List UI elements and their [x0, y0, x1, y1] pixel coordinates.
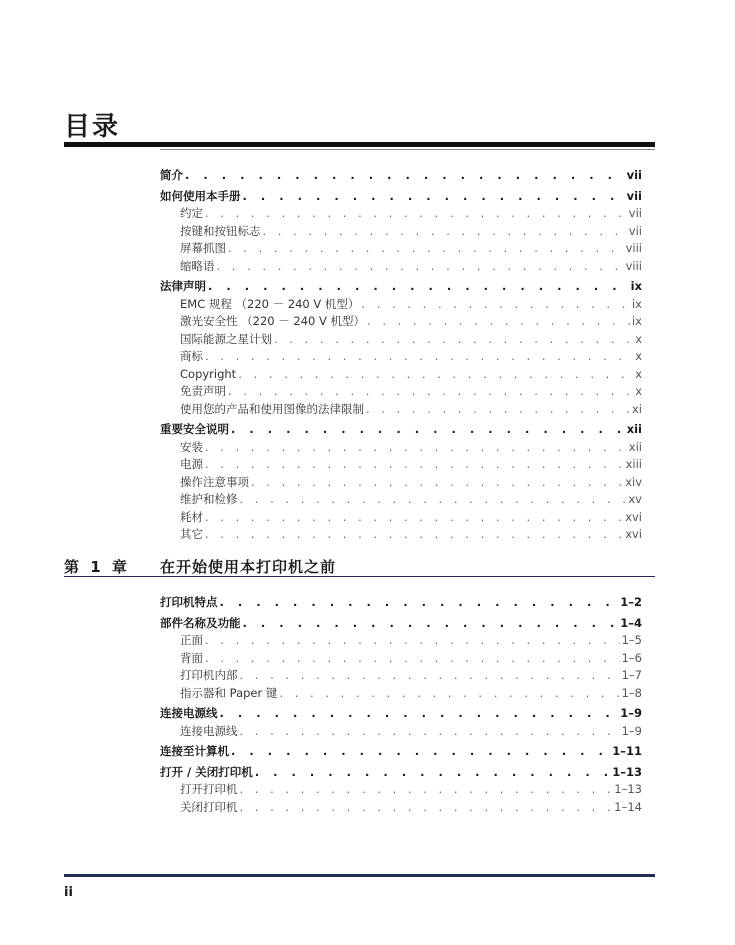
toc-subsection-entry[interactable]	[160, 650, 642, 668]
toc-subsection-entry[interactable]	[160, 223, 642, 241]
toc-entry-label: 正面	[180, 633, 203, 647]
title-subrule	[160, 149, 655, 150]
toc-entry-page: 1–7	[621, 668, 642, 682]
toc-entry-page: ix	[630, 279, 642, 293]
toc-entry-page: xiii	[625, 457, 642, 471]
dot-leader	[279, 685, 619, 703]
toc-subsection-entry[interactable]	[160, 348, 642, 366]
toc-entry-label: 约定	[180, 206, 203, 220]
dot-leader	[205, 205, 627, 223]
toc-entry-label: 简介	[160, 168, 183, 182]
toc-subsection-entry[interactable]	[160, 474, 642, 492]
chapter-heading	[64, 556, 655, 577]
toc-entry-page: vii	[626, 188, 642, 203]
toc-entry-page: x	[635, 331, 642, 346]
dot-leader	[361, 296, 630, 314]
toc-entry-label: 背面	[180, 650, 203, 665]
toc-entry-page: viii	[625, 258, 642, 273]
dot-leader	[220, 705, 619, 723]
toc-entry-label: 连接电源线	[180, 723, 238, 738]
toc-section-entry[interactable]	[160, 421, 642, 439]
toc-subsection-entry[interactable]	[160, 509, 642, 527]
toc-section-entry[interactable]	[160, 743, 642, 761]
toc-entry-label: 安装	[180, 439, 203, 454]
toc-subsection-entry[interactable]	[160, 456, 642, 474]
toc-subsection-entry[interactable]	[160, 667, 642, 685]
toc-subsection-entry[interactable]	[160, 205, 642, 223]
toc-entry-label: 打印机特点	[160, 595, 218, 609]
toc-entry-page: 1–14	[614, 799, 642, 814]
dot-leader	[231, 743, 610, 761]
toc-entry-label: 耗材	[180, 509, 203, 524]
toc-section-entry[interactable]	[160, 278, 642, 296]
dot-leader	[240, 667, 620, 685]
toc-section-entry[interactable]	[160, 594, 642, 612]
toc-entry-label: 缩略语	[180, 258, 215, 273]
toc-entry-page: 1–5	[621, 633, 642, 647]
dot-leader	[205, 439, 627, 457]
toc-entry-label: 打印机内部	[180, 668, 238, 682]
toc-entry-page: viii	[625, 241, 642, 255]
toc-entry-page: x	[635, 366, 642, 381]
dot-leader	[185, 167, 625, 185]
toc-front-matter	[160, 164, 642, 544]
dot-leader	[240, 491, 627, 509]
dot-leader	[366, 401, 630, 419]
dot-leader	[217, 258, 624, 276]
toc-entry-page: xii	[626, 422, 642, 436]
toc-entry-page: 1–11	[612, 744, 642, 758]
toc-entry-page: 1–13	[614, 782, 642, 796]
dot-leader	[240, 723, 620, 741]
toc-subsection-entry[interactable]	[160, 439, 642, 457]
toc-entry-page: ix	[631, 314, 642, 328]
toc-entry-page: x	[635, 384, 642, 398]
dot-leader	[205, 509, 623, 527]
toc-entry-page: 1–9	[621, 723, 642, 738]
toc-entry-label: 连接至计算机	[160, 744, 229, 758]
chapter-title: 在开始使用本打印机之前	[160, 558, 337, 576]
toc-entry-label: 重要安全说明	[160, 422, 229, 436]
toc-entry-label: 按键和按钮标志	[180, 223, 261, 238]
toc-subsection-entry[interactable]	[160, 383, 642, 401]
toc-entry-page: 1–6	[621, 650, 642, 665]
dot-leader	[240, 781, 613, 799]
dot-leader	[243, 615, 619, 633]
dot-leader	[243, 188, 625, 206]
toc-entry-page: xi	[631, 401, 642, 416]
toc-entry-page: vii	[628, 223, 642, 238]
toc-entry-label: 指示器和 Paper 键	[180, 685, 278, 700]
toc-entry-page: xvi	[625, 509, 642, 524]
toc-section-entry[interactable]	[160, 705, 642, 723]
dot-leader	[228, 240, 624, 258]
dot-leader	[205, 650, 620, 668]
footer-rule	[64, 874, 655, 877]
toc-entry-page: xiv	[625, 474, 642, 489]
toc-entry-label: 使用您的产品和使用图像的法律限制	[180, 401, 364, 416]
toc-entry-label: 如何使用本手册	[160, 188, 241, 203]
dot-leader	[220, 594, 619, 612]
toc-section-entry[interactable]	[160, 615, 642, 633]
dot-leader	[251, 474, 623, 492]
toc-entry-page: vii	[628, 206, 642, 220]
toc-entry-page: xv	[628, 492, 642, 506]
toc-section-entry[interactable]	[160, 167, 642, 185]
toc-entry-page: 1–8	[621, 685, 642, 700]
toc-entry-page: vii	[626, 168, 642, 182]
toc-entry-label: Copyright	[180, 366, 237, 381]
dot-leader	[205, 456, 624, 474]
chapter-number: 第 1 章	[64, 558, 130, 576]
toc-subsection-entry[interactable]	[160, 258, 642, 276]
toc-entry-label: 打开打印机	[180, 782, 238, 796]
toc-entry-label: 打开 / 关闭打印机	[160, 764, 253, 779]
toc-subsection-entry[interactable]	[160, 366, 642, 384]
toc-section-entry[interactable]	[160, 764, 642, 782]
dot-leader	[228, 383, 633, 401]
dot-leader	[274, 331, 633, 349]
toc-subsection-entry[interactable]	[160, 491, 642, 509]
dot-leader	[205, 348, 633, 366]
toc-entry-page: 1–9	[620, 706, 642, 720]
toc-entry-label: 维护和检修	[180, 492, 238, 506]
toc-chapter-1	[160, 591, 642, 816]
dot-leader	[208, 278, 629, 296]
toc-entry-label: 连接电源线	[160, 706, 218, 720]
dot-leader	[205, 526, 623, 544]
toc-entry-page: x	[635, 349, 642, 363]
toc-entry-page: ix	[631, 296, 642, 311]
toc-subsection-entry[interactable]	[160, 723, 642, 741]
toc-subsection-entry[interactable]	[160, 296, 642, 314]
dot-leader	[238, 366, 633, 384]
page-title: 目录	[64, 112, 121, 142]
dot-leader	[231, 421, 625, 439]
dot-leader	[263, 223, 627, 241]
toc-entry-label: 屏幕抓图	[180, 241, 226, 255]
toc-entry-label: 法律声明	[160, 279, 206, 293]
toc-entry-label: EMC 规程 （220 － 240 V 机型）	[180, 296, 360, 311]
toc-entry-page: 1–2	[620, 595, 642, 609]
toc-subsection-entry[interactable]	[160, 632, 642, 650]
toc-subsection-entry[interactable]	[160, 526, 642, 544]
toc-subsection-entry[interactable]	[160, 331, 642, 349]
dot-leader	[240, 799, 613, 817]
toc-subsection-entry[interactable]	[160, 781, 642, 799]
toc-entry-label: 商标	[180, 349, 203, 363]
dot-leader	[205, 632, 620, 650]
toc-entry-label: 部件名称及功能	[160, 615, 241, 630]
toc-entry-label: 免责声明	[180, 384, 226, 398]
toc-subsection-entry[interactable]	[160, 240, 642, 258]
toc-entry-label: 国际能源之星计划	[180, 331, 272, 346]
toc-entry-label: 电源	[180, 457, 203, 471]
dot-leader	[367, 313, 630, 331]
toc-entry-page: xii	[628, 439, 642, 454]
page-number: ii	[64, 885, 73, 900]
toc-subsection-entry[interactable]	[160, 799, 642, 817]
toc-entry-page: 1–4	[620, 615, 642, 630]
toc-entry-label: 关闭打印机	[180, 799, 238, 814]
title-rule	[64, 142, 655, 147]
toc-subsection-entry[interactable]	[160, 685, 642, 703]
toc-section-entry[interactable]	[160, 188, 642, 206]
toc-entry-label: 其它	[180, 527, 203, 541]
toc-entry-page: xvi	[625, 527, 642, 541]
toc-entry-label: 激光安全性 （220 － 240 V 机型）	[180, 314, 366, 328]
dot-leader	[255, 764, 611, 782]
toc-entry-label: 操作注意事项	[180, 474, 249, 489]
toc-subsection-entry[interactable]	[160, 313, 642, 331]
toc-subsection-entry[interactable]	[160, 401, 642, 419]
toc-entry-page: 1–13	[612, 764, 642, 779]
